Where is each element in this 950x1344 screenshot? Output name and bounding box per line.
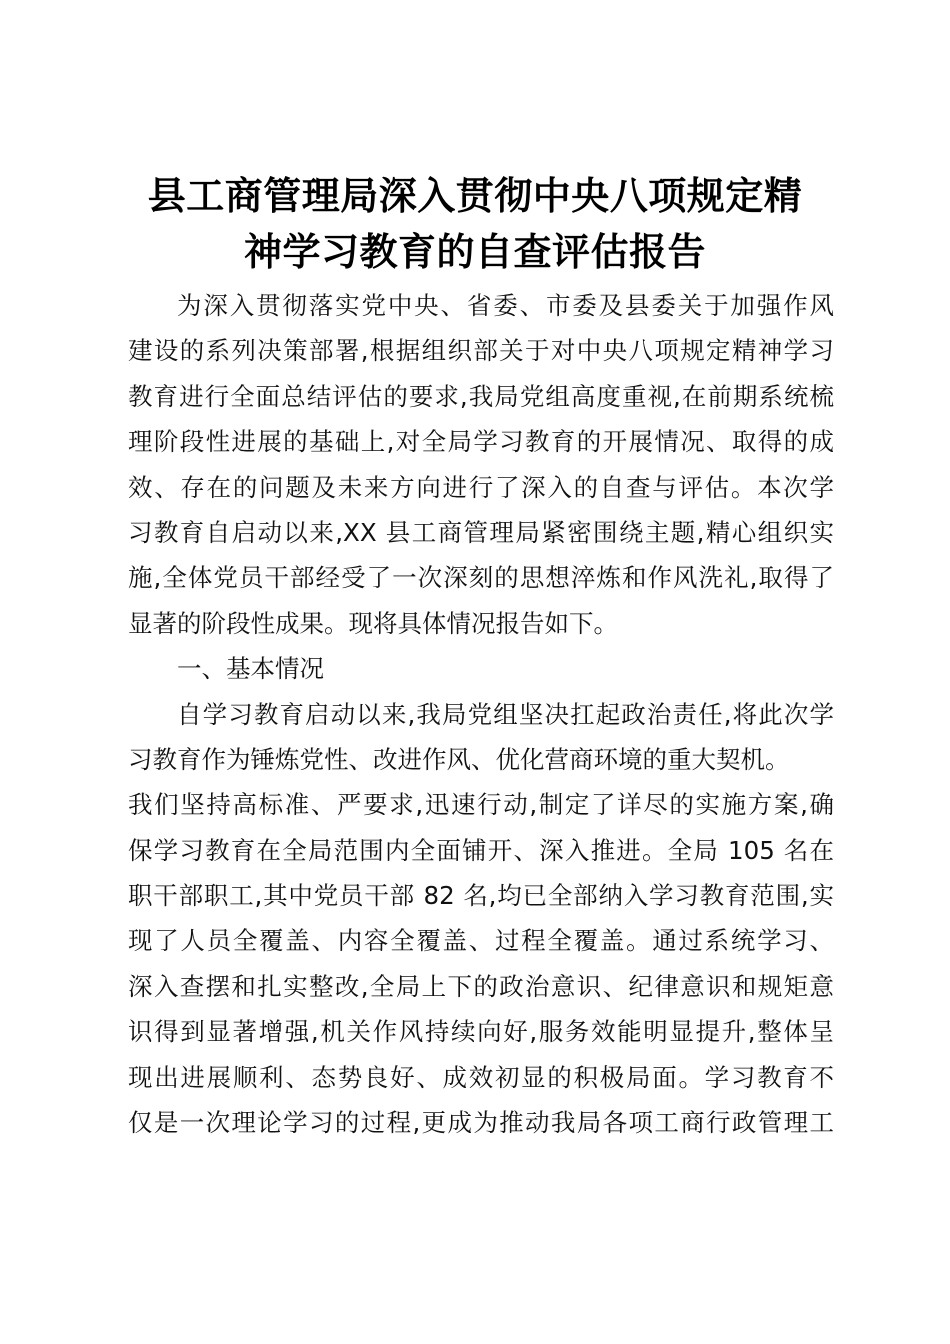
text-line: 习教育作为锤炼党性、改进作风、优化营商环境的重大契机。	[128, 744, 790, 774]
text-line: 显著的阶段性成果。现将具体情况报告如下。	[128, 608, 618, 638]
section-heading: 一、基本情况	[177, 654, 324, 684]
text-line: 现出进展顺利、态势良好、成效初显的积极局面。学习教育不	[128, 1062, 834, 1092]
title-line-2: 神学习教育的自查评估报告	[243, 230, 706, 274]
title-line-1: 县工商管理局深入贯彻中央八项规定精	[147, 174, 803, 218]
text-line: 职干部职工,其中党员干部 82 名,均已全部纳入学习教育范围,实	[128, 881, 834, 911]
text-line: 自学习教育启动以来,我局党组坚决扛起政治责任,将此次学	[177, 699, 834, 729]
text-line: 为深入贯彻落实党中央、省委、市委及县委关于加强作风	[177, 291, 834, 320]
text-line: 仅是一次理论学习的过程,更成为推动我局各项工商行政管理工	[128, 1108, 834, 1138]
paragraph-basic-situation	[128, 692, 834, 1146]
text-line: 理阶段性进展的基础上,对全局学习教育的开展情况、取得的成	[128, 427, 834, 457]
document-body	[128, 283, 834, 1145]
text-line: 深入查摆和扎实整改,全局上下的政治意识、纪律意识和规矩意	[128, 971, 834, 1001]
text-line: 教育进行全面总结评估的要求,我局党组高度重视,在前期系统梳	[128, 381, 834, 411]
paragraph-intro	[128, 283, 834, 646]
text-line: 习教育自启动以来,XX 县工商管理局紧密围绕主题,精心组织实	[128, 517, 834, 547]
text-line: 保学习教育在全局范围内全面铺开、深入推进。全局 105 名在	[128, 835, 834, 865]
text-line: 现了人员全覆盖、内容全覆盖、过程全覆盖。通过系统学习、	[128, 926, 834, 956]
text-line: 识得到显著增强,机关作风持续向好,服务效能明显提升,整体呈	[128, 1017, 834, 1047]
text-line: 我们坚持高标准、严要求,迅速行动,制定了详尽的实施方案,确	[128, 790, 834, 820]
text-line: 施,全体党员干部经受了一次深刻的思想淬炼和作风洗礼,取得了	[128, 563, 834, 593]
document-title	[100, 168, 850, 280]
text-line: 效、存在的问题及未来方向进行了深入的自查与评估。本次学	[128, 472, 834, 502]
text-line: 建设的系列决策部署,根据组织部关于对中央八项规定精神学习	[128, 336, 834, 366]
